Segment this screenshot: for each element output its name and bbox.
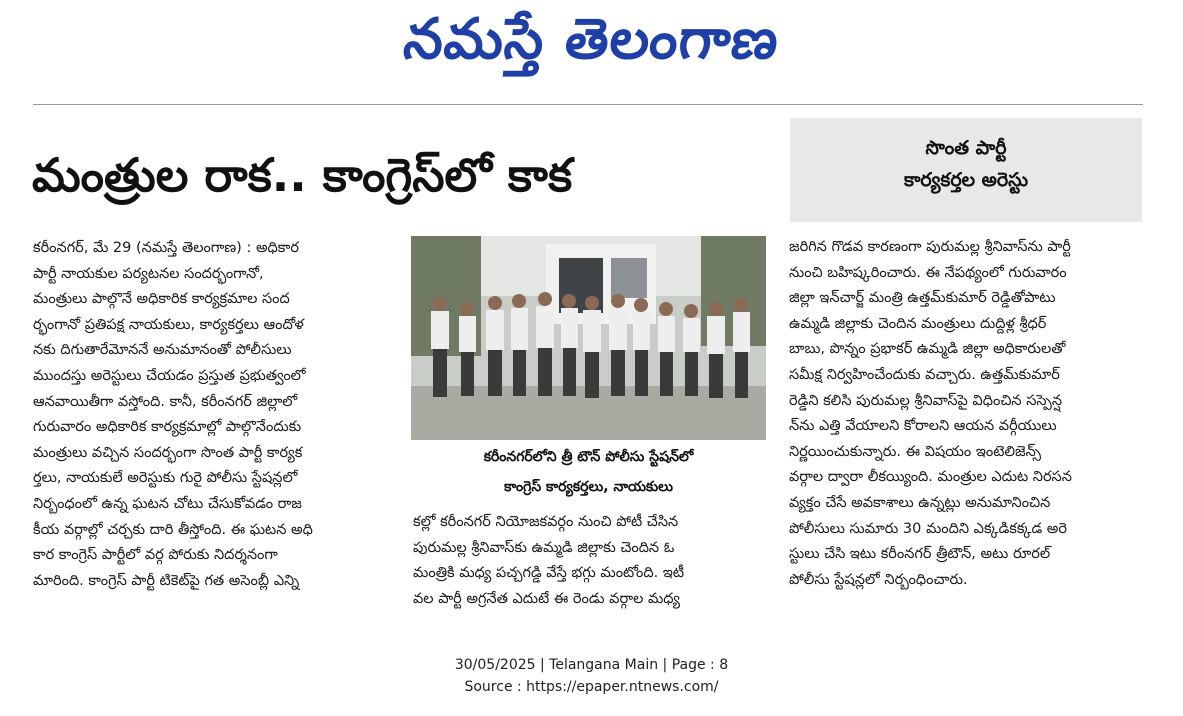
text-line: ర్తలు, నాయకులే అరెస్టుకు గురై పోలీసు స్టేషన్లలో <box>33 470 298 487</box>
masthead <box>0 0 1183 78</box>
text-line: నకు దిగుతారేమోననే అనుమానంతో పోలీసులు <box>33 342 292 359</box>
text-line: ముందస్తు అరెస్టులు చేయడం ప్రస్తుత ప్రభుత్వంలో <box>33 367 306 384</box>
page-footer <box>0 654 1183 698</box>
text-line: పోలీసులు సుమారు 30 మందిని ఎక్కడికక్కడ అరె <box>789 520 1067 537</box>
caption-line-1: కరీంనగర్‌లోని త్రీ టౌన్ పోలీసు స్టేషన్‌లో <box>483 449 694 465</box>
group-photo-illustration <box>411 236 766 440</box>
text-line: నిర్బంధంలో ఉన్న ఘటన చోటు చేసుకోవడం రాజ <box>33 495 302 512</box>
text-line: స్టులు చేసి ఇటు కరీంనగర్ త్రీటౌన్, అటు రూరల్ <box>789 546 1051 563</box>
news-photo <box>411 236 766 440</box>
headline: మంత్రుల రాక.. కాంగ్రెస్‌లో కాక <box>32 148 573 202</box>
text-line: బాబు, పొన్నం ప్రభాకర్ ఉమ్మడి జిల్లా అధికారులతో <box>789 341 1066 358</box>
subheadline-line-1: సొంత పార్టీ <box>925 137 1007 159</box>
text-line: నిర్ణయించుకున్నారు. ఈ విషయం ఇంటెలిజెన్స్ <box>789 443 1042 460</box>
text-line: ఉమ్మడి జిల్లాకు చెందిన మంత్రులు దుద్దిళ్ల శ్రీధర్ <box>789 315 1047 332</box>
text-line: మంత్రికి మధ్య పచ్చగడ్డి వేస్తే భగ్గు మంటోంది. ఇటీ <box>413 565 685 582</box>
masthead-divider <box>33 104 1143 105</box>
text-line: గురువారం అధికారిక కార్యక్రమాల్లో పాల్గొనేందుకు <box>33 419 302 436</box>
text-line: సమీక్ష నిర్వహించేందుకు వచ్చారు. ఉత్తమ్‌కుమార్ <box>789 366 1060 383</box>
text-line: పోలీసు స్టేషన్లలో నిర్బంధించారు. <box>789 571 968 588</box>
text-line: నుంచి బహిష్కరించారు. ఈ నేపథ్యంలో గురువారం <box>789 264 1067 281</box>
newspaper-logo: నమస్తే తెలంగాణ <box>400 7 783 72</box>
article-column-3 <box>789 235 1141 593</box>
text-line: న్‌ను ఎత్తి వేయాలని కోరాలని ఆయన వర్గీయులు <box>789 418 1057 435</box>
text-line: రెడ్డిని కలిసి పురుమల్ల శ్రీనివాస్‌పై విధించిన సస్పెన్ష <box>789 392 1062 409</box>
text-line: మంత్రులు పాల్గొనే అధికారిక కార్యక్రమాల సంద <box>33 291 290 308</box>
subheadline-line-2: కార్యకర్తల అరెస్టు <box>903 169 1029 191</box>
text-line: పార్టీ నాయకుల పర్యటనల సందర్భంగానో, <box>33 265 264 282</box>
text-line: కార కాంగ్రెస్ పార్టీలో వర్గ పోరుకు నిదర్శనంగా <box>33 547 278 564</box>
text-line: జరిగిన గొడవ కారణంగా పురుమల్ల శ్రీనివాస్‌ను పార్టీ <box>789 239 1071 255</box>
caption-line-2: కాంగ్రెస్ కార్యకర్తలు, నాయకులు <box>504 479 673 495</box>
text-line: ర్భంగానో ప్రతిపక్ష నాయకులు, కార్యకర్తలు ఆందోళ <box>33 316 304 333</box>
text-line: కల్లో కరీంనగర్ నియోజకవర్గం నుంచి పోటీ చేసిన <box>413 514 679 530</box>
photo-caption <box>411 442 766 502</box>
text-line: మారింది. కాంగ్రెస్ పార్టీ టికెట్‌పై గత అసెంబ్లీ ఎన్ని <box>33 572 300 589</box>
text-line: వర్గాల ద్వారా లీకయ్యింది. మంత్రుల ఎదుట నిరసన <box>789 469 1072 486</box>
subheadline-box <box>790 118 1142 222</box>
text-line: వల పార్టీ అగ్రనేత ఎదుటే ఈ రెండు వర్గాల మధ్య <box>413 590 681 607</box>
text-line: కరీంనగర్, మే 29 (నమస్తే తెలంగాణ) : అధికార <box>33 240 299 256</box>
edition-info: 30/05/2025 | Telangana Main | Page : 8 <box>454 657 729 673</box>
article-column-2 <box>413 510 763 612</box>
text-line: మంత్రులు వచ్చిన సందర్భంగా సొంత పార్టీ కార్యక <box>33 444 303 461</box>
text-line: జిల్లా ఇన్‌చార్జ్ మంత్రి ఉత్తమ్‌కుమార్ రెడ్డితోపాటు <box>789 290 1056 307</box>
text-line: వ్యక్తం చేసే అవకాశాలు ఉన్నట్లు అనుమానించిన <box>789 494 1051 511</box>
text-line: కీయ వర్గాల్లో చర్చకు దారి తీస్తోంది. ఈ ఘటన అధి <box>33 521 313 538</box>
text-line: పురుమల్ల శ్రీనివాస్‌కు ఉమ్మడి జిల్లాకు చెందిన ఓ <box>413 539 675 556</box>
source-link[interactable]: Source : https://epaper.ntnews.com/ <box>464 679 719 695</box>
article-column-1 <box>33 236 393 594</box>
text-line: ఆనవాయితీగా వస్తోంది. కానీ, కరీంనగర్ జిల్లాలో <box>33 393 298 410</box>
